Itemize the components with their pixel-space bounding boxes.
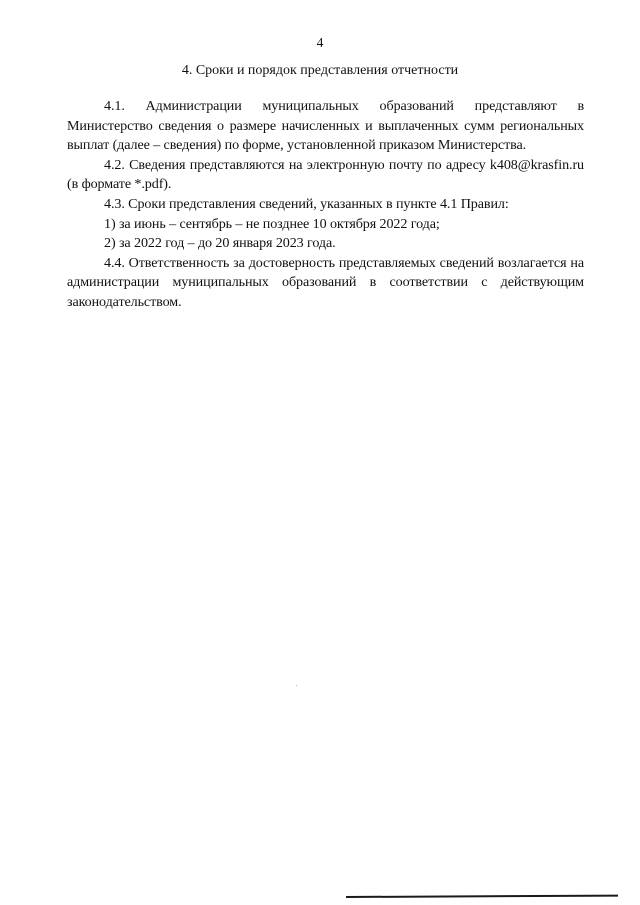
list-item-deadline-2: 2) за 2022 год – до 20 января 2023 года. — [104, 235, 336, 252]
scan-artifact-dot — [296, 685, 297, 686]
document-body — [67, 97, 584, 313]
scan-edge-line — [346, 895, 618, 898]
list-item-deadline-1: 1) за июнь – сентябрь – не позднее 10 октября 2022 года; — [104, 215, 440, 232]
page-number: 4 — [316, 35, 324, 50]
section-title: 4. Сроки и порядок представления отчетности — [181, 63, 459, 78]
paragraph-4-3: 4.3. Сроки представления сведений, указанных в пункте 4.1 Правил: — [104, 195, 509, 212]
paragraph-4-4: 4.4. Ответственность за достоверность представляемых сведений возлагается на администрации муниципальных образований в соответствии с действующим законодательством. — [67, 254, 584, 310]
paragraph-4-1: 4.1. Администрации муниципальных образований представляют в Министерство сведения о размере начисленных и выплаченных сумм региональных выплат (далее – сведения) по форме, установленной приказом Министерства. — [67, 98, 584, 154]
paragraph-4-2: 4.2. Сведения представляются на электронную почту по адресу k408@krasfin.ru (в формате *.pdf). — [67, 156, 584, 193]
